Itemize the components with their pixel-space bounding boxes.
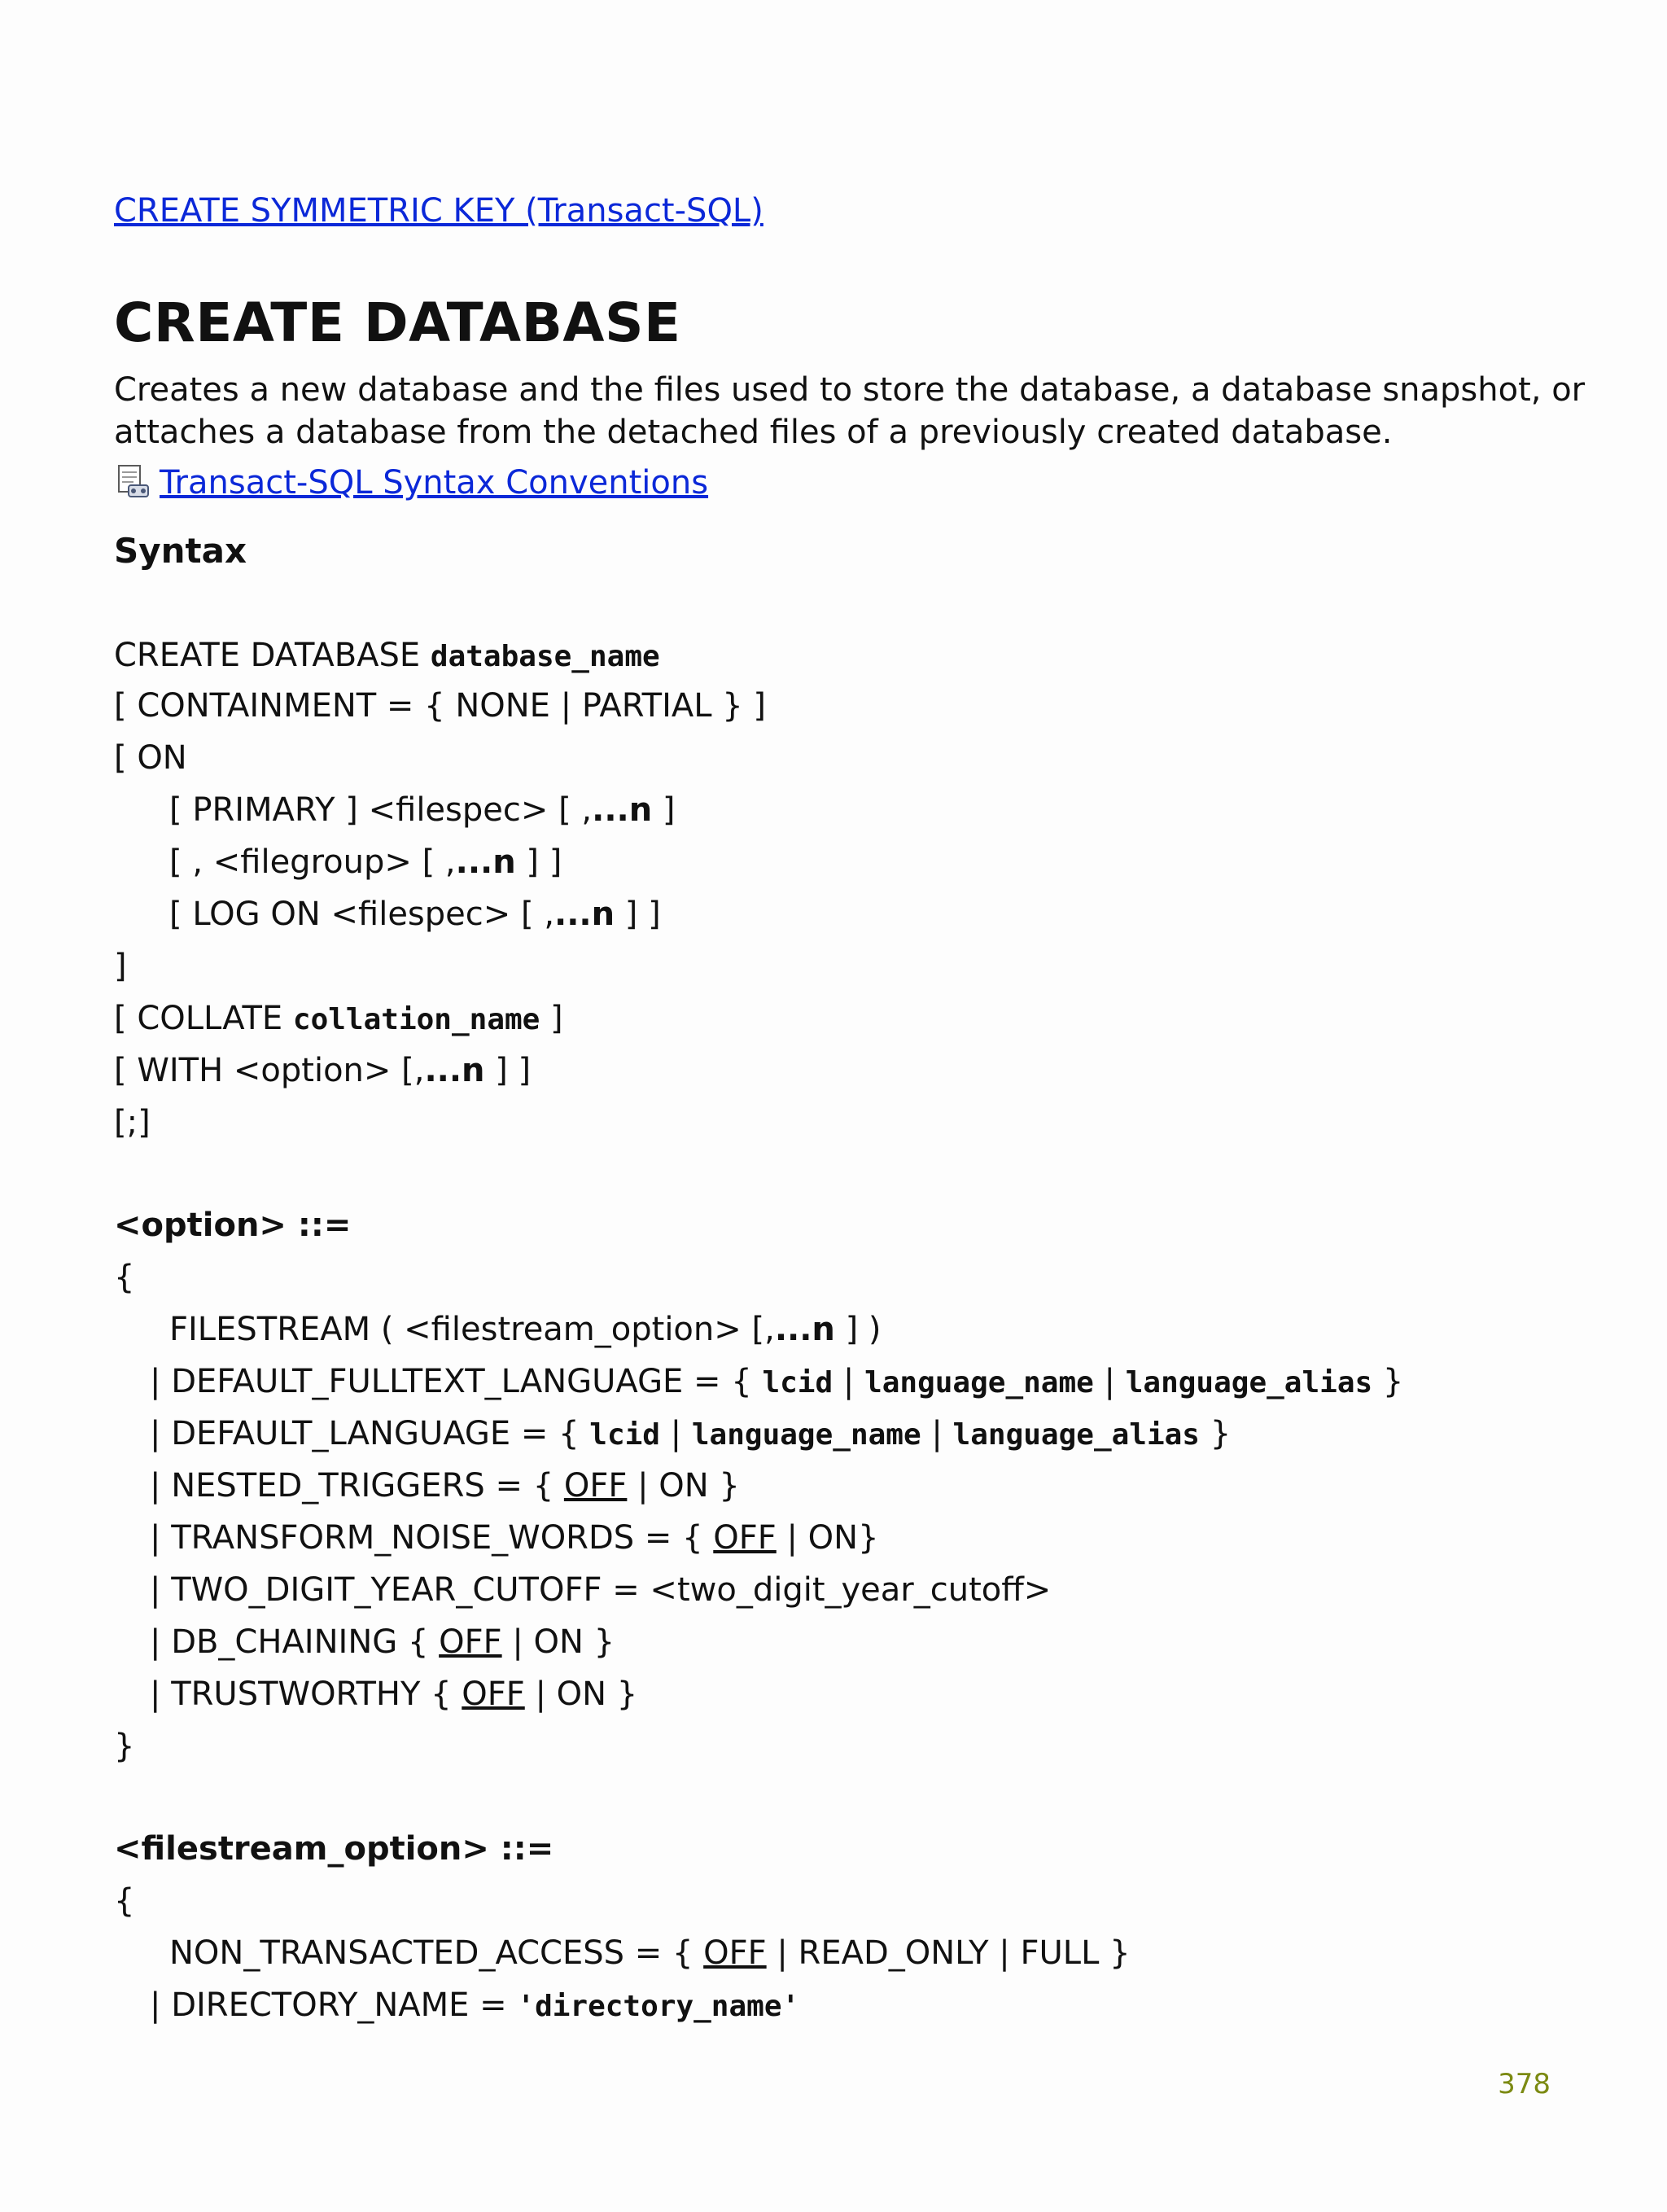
syntax-text: | NESTED_TRIGGERS = { xyxy=(150,1467,564,1505)
syntax-line xyxy=(114,637,660,674)
option-header: <option> ::= xyxy=(114,1207,352,1244)
syntax-line xyxy=(150,1675,637,1713)
syntax-text: ] ] xyxy=(484,1052,532,1089)
syntax-text: | xyxy=(659,1415,692,1452)
page-number: 378 xyxy=(1498,2068,1551,2100)
syntax-line xyxy=(169,843,562,881)
syntax-line xyxy=(150,1519,879,1557)
description-line-2: attaches a database from the detached files of a previously created database. xyxy=(114,414,1393,451)
syntax-conventions-row[interactable] xyxy=(114,464,708,502)
filestream-option-header: <filestream_option> ::= xyxy=(114,1830,554,1868)
syntax-arg: language_alias xyxy=(952,1418,1200,1452)
default-value: OFF xyxy=(462,1675,525,1713)
syntax-text: | ON } xyxy=(627,1467,740,1505)
syntax-line xyxy=(150,1986,799,2024)
syntax-arg: ...n xyxy=(424,1052,485,1089)
syntax-line: } xyxy=(114,1728,135,1765)
syntax-arg: language_alias xyxy=(1125,1366,1373,1399)
syntax-line: { xyxy=(114,1882,135,1920)
syntax-line xyxy=(150,1415,1231,1452)
page-title: CREATE DATABASE xyxy=(114,291,681,354)
syntax-text: ] ) xyxy=(834,1311,882,1348)
syntax-line xyxy=(169,1311,882,1348)
syntax-line: [ CONTAINMENT = { NONE | PARTIAL } ] xyxy=(114,687,766,725)
syntax-text: [ LOG ON <filespec> [ , xyxy=(169,896,555,933)
syntax-text: | xyxy=(1093,1363,1126,1400)
syntax-text: [ COLLATE xyxy=(114,1000,293,1037)
syntax-text: ] xyxy=(540,1000,563,1037)
syntax-text: | DB_CHAINING { xyxy=(150,1623,440,1661)
syntax-text: ] ] xyxy=(615,896,661,933)
syntax-text: } xyxy=(1199,1415,1232,1452)
syntax-text: | READ_ONLY | FULL } xyxy=(766,1934,1131,1972)
syntax-line: ] xyxy=(114,948,127,985)
default-value: OFF xyxy=(563,1467,628,1505)
syntax-text: [ WITH <option> [, xyxy=(114,1052,425,1089)
syntax-text: | xyxy=(833,1363,865,1400)
syntax-line xyxy=(169,896,661,933)
syntax-text: NON_TRANSACTED_ACCESS = { xyxy=(169,1934,704,1972)
syntax-line xyxy=(114,1052,531,1089)
syntax-arg: database_name xyxy=(430,640,660,673)
syntax-line: [;] xyxy=(114,1104,151,1141)
syntax-text: | xyxy=(921,1415,953,1452)
syntax-text: | ON} xyxy=(776,1519,879,1557)
default-value: OFF xyxy=(713,1519,777,1557)
description-line-1: Creates a new database and the files used to store the database, a database snapshot, or xyxy=(114,371,1586,409)
syntax-text: | TRUSTWORTHY { xyxy=(150,1675,462,1713)
syntax-text: ] ] xyxy=(515,843,562,881)
syntax-text: | DIRECTORY_NAME = xyxy=(150,1986,518,2024)
syntax-text: [ PRIMARY ] <filespec> [ , xyxy=(169,791,593,829)
default-value: OFF xyxy=(439,1623,502,1661)
syntax-arg: ...n xyxy=(774,1311,835,1348)
syntax-arg: lcid xyxy=(589,1418,660,1452)
syntax-arg: collation_name xyxy=(292,1003,540,1036)
syntax-line xyxy=(150,1623,615,1661)
syntax-line xyxy=(150,1363,1403,1400)
syntax-text: | DEFAULT_FULLTEXT_LANGUAGE = { xyxy=(150,1363,763,1400)
syntax-line xyxy=(169,791,676,829)
syntax-text: | ON } xyxy=(501,1623,615,1661)
document-link-icon xyxy=(114,464,151,502)
syntax-heading: Syntax xyxy=(114,531,247,571)
syntax-arg: ...n xyxy=(592,791,653,829)
syntax-line: { xyxy=(114,1259,135,1296)
syntax-line xyxy=(114,1000,563,1037)
syntax-text: ] xyxy=(652,791,676,829)
syntax-text: [ , <filegroup> [ , xyxy=(169,843,456,881)
syntax-text: FILESTREAM ( <filestream_option> [, xyxy=(169,1311,775,1348)
syntax-arg: ...n xyxy=(554,896,615,933)
syntax-text: } xyxy=(1372,1363,1404,1400)
create-symmetric-key-link[interactable]: CREATE SYMMETRIC KEY (Transact-SQL) xyxy=(114,192,763,230)
syntax-arg: language_name xyxy=(691,1418,921,1452)
syntax-text: CREATE DATABASE xyxy=(114,637,431,674)
default-value: OFF xyxy=(703,1934,767,1972)
syntax-line: | TWO_DIGIT_YEAR_CUTOFF = <two_digit_year_cutoff> xyxy=(150,1571,1052,1609)
syntax-conventions-link[interactable]: Transact-SQL Syntax Conventions xyxy=(160,464,709,502)
syntax-line: [ ON xyxy=(114,739,187,777)
syntax-line xyxy=(169,1934,1131,1972)
syntax-text: | DEFAULT_LANGUAGE = { xyxy=(150,1415,590,1452)
syntax-arg: lcid xyxy=(762,1366,834,1399)
syntax-text: | ON } xyxy=(524,1675,638,1713)
syntax-arg: 'directory_name' xyxy=(517,1990,800,2023)
syntax-arg: language_name xyxy=(864,1366,1094,1399)
syntax-line xyxy=(150,1467,740,1505)
syntax-arg: ...n xyxy=(455,843,516,881)
syntax-text: | TRANSFORM_NOISE_WORDS = { xyxy=(150,1519,714,1557)
